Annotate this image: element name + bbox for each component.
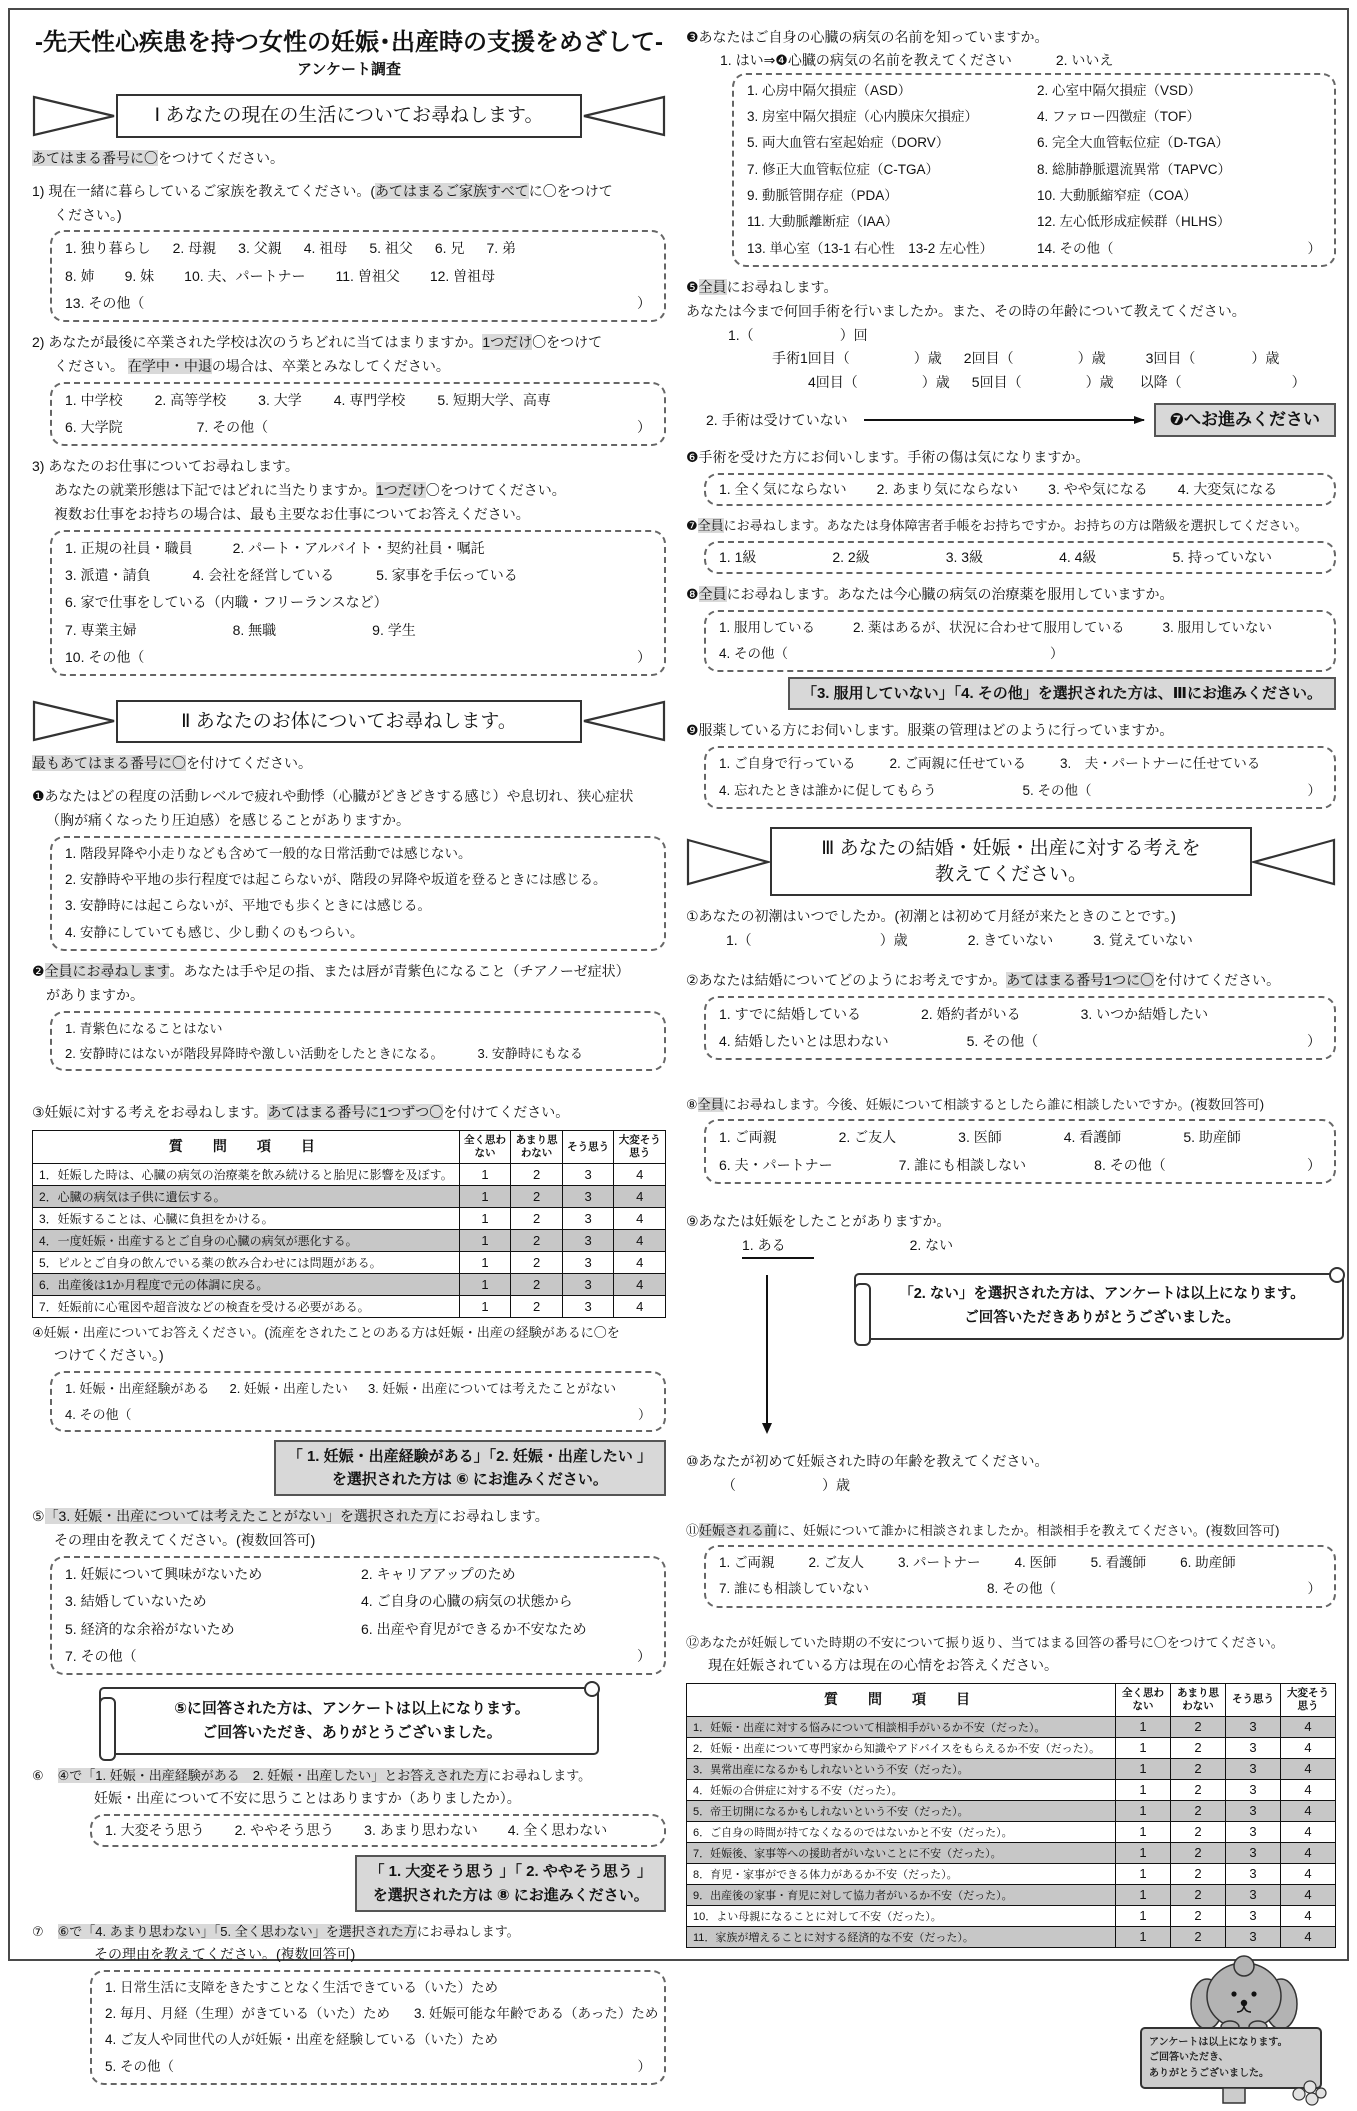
option-line: 13. 単心室（13-1 右心性 13-2 左心性） 14. その他（ ） [747, 240, 1321, 256]
option: 2. 心室中隔欠損症（VSD） [1037, 82, 1202, 98]
question-d3-disease-name: ❸あなたはご自身の心臓の病気の名前を知っていますか。 1. はい⇒❹心臓の病気の名前を教えてください 2. いいえ 1. 心房中隔欠損症（ASD） 2. 心室中隔欠損症（VSD） 3. 房室中隔欠損症（心内膜床欠損症） 4. ファロー四徴症（TOF） 5. 両大血管右室起始症（DORV） 6. 完全大血管転位症（D-TGA） 7. 修正大血管転位症（C-TGA） 8. 総肺静脈還流異常（TAPVC） 9. 動脈管開存症（PDA） 10. 大動脈縮窄症（COA） 11. 大動脈離断症（IAA） 12. 左心低形成症候群（HLHS） 13. 単心室（13-1 右心性 13-2 左心性） 14. その他（ ） [686, 26, 1336, 267]
options-box [50, 230, 666, 322]
option-line [65, 1616, 651, 1643]
option: 2. キャリアアップのため [361, 1565, 516, 1582]
option: 1. ご両親 [719, 1129, 777, 1146]
anxiety-table [686, 1683, 1336, 1948]
arrow-right-icon [864, 419, 1144, 421]
table-row: 2．心臓の病気は子供に遺伝する。 1 2 3 4 [33, 1186, 666, 1208]
option-line: 7. その他（ ） [65, 1647, 651, 1664]
option-line: 4. その他（ ） [719, 645, 1064, 661]
option: 8. 無職 [232, 621, 277, 638]
option: 4. 安静にしていても感じ、少し動くのもつらい。 [65, 924, 364, 940]
options-box [50, 382, 666, 447]
thank-you-sign: アンケートは以上になります。 ご回答いただき、 ありがとうございました。 [1149, 2036, 1288, 2079]
question-e11-consult-before: ⑪妊娠される前に、妊娠について誰かに相談されましたか。相談相手を教えてください。(複数回答可) 1. ご両親 2. ご友人 3. パートナー 4. 医師 5. 看護師 6. 助産師 7. 誰にも相談していない 8. その他（ ） [686, 1520, 1336, 1608]
option: 3. 派遣・請負 [65, 567, 151, 584]
option-line [719, 1550, 1321, 1576]
table-row: 8．育児・家事ができる体力があるか不安（だった）。 1 2 3 4 [687, 1863, 1336, 1884]
survey-subtitle: アンケート調査 [296, 61, 402, 78]
option: 1. 階段昇降や小走りなども含めて一般的な日常活動では感じない。 [65, 845, 472, 861]
option: 4. 大変気になる [1177, 481, 1278, 498]
question-b1-activity: ❶あなたはどの程度の活動レベルで疲れや動悸（心臓がどきどきする感じ）や息切れ、狭心症状 （胸が痛くなったり圧迫感）を感じることがありますか。 1. 階段昇降や小走りなども含めて一般的な日常活動では感じない。 2. 安静時や平地の歩行程度では起こらないが、階段の昇降や坂道を登るときには感じる。 3. 安静時には起こらないが、平地でも歩くときには感じる。 4. 安静にしていても感じ、少し動くのもつらい。 [32, 785, 666, 951]
option: 1. すでに結婚している [719, 1005, 861, 1022]
option: 2. 毎月、月経（生理）がきている（いた）ため [105, 2006, 391, 2022]
question-c4-experience: ④妊娠・出産についてお答えください。(流産をされたことのある方は妊娠・出産の経験があるに〇を つけてください。) 1. 妊娠・出産経験がある 2. 妊娠・出産したい 3. 妊娠・出産については考えたことがない 4. その他（ ） [32, 1322, 666, 1432]
table-row: 1．妊娠した時は、心臓の病気の治療薬を飲み続けると胎児に影響を及ぼす。 1 2 3 4 [33, 1164, 666, 1186]
question-b2-cyanosis: ❷全員にお尋ねします。あなたは手や足の指、または唇が青紫色になること（チアノーゼ症状） がありますか。 1. 青紫色になることはない 2. 安静時にはないが階段昇降時や激しい活動をしたときになる。 3. 安静時にもなる [32, 960, 666, 1071]
option-line [65, 1376, 651, 1401]
option-line: 5. その他（ ） [105, 2058, 651, 2074]
question-d7-disability: ❼全員にお尋ねします。あなたは身体障害者手帳をお持ちですか。お持ちの方は階級を選択してください。 1. 1級 2. 2級 3. 3級 4. 4級 5. 持っていない [686, 515, 1336, 573]
option: 2. 2級 [832, 548, 870, 565]
option: 1. 妊娠について興味がないため [65, 1565, 263, 1582]
option: 4. 専門学校 [333, 391, 406, 408]
no-surgery-row: 2. 手術は受けていない ❼へお進みください [706, 403, 1336, 437]
option: 2. 安静時や平地の歩行程度では起こらないが、階段の昇降や坂道を登るときには感じる。 [65, 872, 607, 888]
option-line [747, 157, 1321, 183]
option: 3. パートナー [898, 1555, 981, 1571]
question-d5-surgery: ❺全員にお尋ねします。 あなたは今まで何回手術を行いましたか。また、その時の年齢について教えてください。 1.（ ）回 手術1回目（ ）歳 2回目（ ）歳 3回目（ ）歳 4回目（ ）歳 5回目（ ）歳 以降（ ） 2. 手術は受けていない ❼へお進みください [686, 276, 1336, 437]
option-line [747, 104, 1321, 130]
section-2-banner [32, 698, 666, 744]
question-c5-reason: ⑤「3. 妊娠・出産については考えたことがない」を選択された方にお尋ねします。 その理由を教えてください。(複数回答可) 1. 妊娠について興味がないため 2. キャリアアップのため 3. 結婚していないため 4. ご自身の心臓の病気の状態から 5. 経済的な余裕がないため 6. 出産や育児ができるか不安なため 7. その他（ ） [32, 1505, 666, 1675]
option: 3. 安静時には起こらないが、平地でも歩くときには感じる。 [65, 898, 432, 914]
option: 3. 安静時にもなる [477, 1045, 583, 1061]
option-line [65, 867, 651, 893]
options-box [704, 1545, 1336, 1608]
table-row: 5．帝王切開になるかもしれないという不安（だった）。 1 2 3 4 [687, 1800, 1336, 1821]
option-line [105, 1975, 651, 2001]
section-3-title: Ⅲ あなたの結婚・妊娠・出産に対する考えを 教えてください。 [770, 827, 1252, 896]
options-box [90, 1970, 666, 2085]
option-line: 6. 大学院 7. その他（ ） [65, 419, 651, 436]
option: 1. 妊娠・出産経験がある [65, 1381, 210, 1397]
option: 3. 妊娠・出産については考えたことがない [367, 1381, 617, 1397]
option: 2. 妊娠・出産したい [229, 1381, 348, 1397]
question-2-school: 2) あなたが最後に卒業された学校は次のうちどれに当てはまりますか。1つだけ〇をつけて ください。 在学中・中退の場合は、卒業とみなしてください。 1. 中学校 2. 高等学校 3. 大学 4. 専門学校 5. 短期大学、高専 6. 大学院 7. その他（ ） [32, 331, 666, 446]
option: 5. 看護師 [1090, 1555, 1147, 1571]
option: 6. 完全大血管転位症（D-TGA） [1037, 135, 1230, 151]
option-line [65, 920, 651, 946]
option: 5. 家事を手伝っている [376, 567, 518, 584]
table-row: 7．妊娠後、家事等への援助者がいないことに不安（だった）。 1 2 3 4 [687, 1842, 1336, 1863]
option: 3. 夫・パートナーに任せている [1060, 756, 1261, 772]
question-c6-anxiety: ⑥ ④で「1. 妊娠・出産経験がある 2. 妊娠・出産したい」とお答えされた方にお尋ねします。 妊娠・出産について不安に思うことはありますか（ありましたか）。 1. 大変そう思う 2. ややそう思う 3. あまり思わない 4. 全く思わない [32, 1765, 666, 1847]
option: 9. 動脈管開存症（PDA） [747, 188, 898, 204]
option: 1. はい⇒❹心臓の病気の名前を教えてください [720, 51, 1012, 68]
option: 2. 高等学校 [154, 391, 227, 408]
ribbon-tail-left-icon [32, 698, 116, 744]
option-line [65, 235, 651, 262]
table-row: 9．出産後の家事・育児に対して協力者がいるか不安（だった）。 1 2 3 4 [687, 1884, 1336, 1905]
option: 1. ご両親 [719, 1555, 775, 1571]
ribbon-tail-left-icon [32, 93, 116, 139]
options-box [50, 836, 666, 951]
option: 8. 姉 [65, 267, 95, 284]
option-line [719, 1001, 1321, 1028]
table-row: 6．ご自身の時間が持てなくなるのではないかと不安（だった）。 1 2 3 4 [687, 1821, 1336, 1842]
option: 7. 修正大血管転位症（C-TGA） [747, 161, 940, 177]
option: 4. 医師 [1014, 1555, 1057, 1571]
section-3-banner [686, 827, 1336, 896]
option-line: 6. 夫・パートナー 7. 誰にも相談しない 8. その他（ ） [719, 1156, 1321, 1173]
instruction-circle-number: あてはまる番号に〇をつけてください。 [32, 150, 284, 166]
table-row: 1．妊娠・出産に対する悩みについて相談相手がいるか不安（だった）。 1 2 3 4 [687, 1716, 1336, 1737]
option-line: 13. その他（ ） [65, 294, 651, 311]
option: 8. 総肺静脈還流異常（TAPVC） [1037, 161, 1232, 177]
option: 5. 持っていない [1172, 548, 1273, 565]
option: 4. ご友人や同世代の人が妊娠・出産を経験している（いた）ため [105, 2032, 499, 2048]
option-line: 4. 忘れたときは誰かに促してもらう 5. その他（ ） [719, 782, 1321, 798]
option-line [105, 2001, 659, 2027]
table-row: 6．出産後は1か月程度で元の体調に戻る。 1 2 3 4 [33, 1274, 666, 1296]
options-box [704, 1119, 1336, 1184]
table-row: 11．家族が増えることに対する経済的な不安（だった）。 1 2 3 4 [687, 1926, 1336, 1947]
table-header-row: 質 問 項 目 全く思わない あまり思わない そう思う 大変そう思う [687, 1683, 1336, 1716]
option: 3. いつか結婚したい [1080, 1005, 1209, 1022]
options-box [704, 996, 1336, 1061]
table-header-row: 質 問 項 目 全く思わない あまり思わない そう思う 大変そう思う [33, 1131, 666, 1164]
ribbon-tail-right-icon [582, 93, 666, 139]
option: 1. 独り暮らし [65, 240, 151, 257]
attitude-table [32, 1130, 666, 1318]
option: 1. 中学校 [65, 391, 123, 408]
option: 10. 大動脈縮窄症（COA） [1037, 188, 1197, 204]
option: 12. 左心低形成症候群（HLHS） [1037, 214, 1231, 230]
option: 3. 服用していない [1162, 619, 1273, 635]
option-line [65, 841, 651, 867]
section-2-title: Ⅱ あなたのお体についてお尋ねします。 [116, 700, 582, 744]
option: 5. 両大血管右室起始症（DORV） [747, 135, 950, 151]
option-line [65, 562, 651, 589]
option-line: 4. その他（ ） [65, 1406, 651, 1422]
option: 5. 助産師 [1183, 1129, 1241, 1146]
survey-title: -先天性心疾患を持つ女性の妊娠･出産時の支援をめざして- [35, 29, 663, 56]
table-row: 10．よい母親になることに対して不安（だった）。 1 2 3 4 [687, 1905, 1336, 1926]
question-3-job: 3) あなたのお仕事についてお尋ねします。 あなたの就業形態は下記ではどれに当たりますか。1つだけ〇をつけてください。 複数お仕事をお持ちの場合は、最も主要なお仕事についてお答えください。 1. 正規の社員・職員 2. パート・アルバイト・契約社員・嘱託 3. 派遣・請負 4. 会社を経営している 5. 家事を手伝っている 6. 家で仕事をしている（内職・フリーランスなど） 7. 専業主婦 8. 無職 9. 学生 10. その他（ ） [32, 455, 666, 676]
option: 6. 助産師 [1180, 1555, 1236, 1571]
disease-options-box [732, 73, 1336, 267]
option: 6. 家で仕事をしている（内職・フリーランスなど） [65, 594, 388, 611]
left-column [32, 22, 666, 2090]
option: 3. あまり思わない [364, 1822, 478, 1839]
option-line [65, 1041, 651, 1066]
table-row: 3．妊娠することは、心臓に負担をかける。 1 2 3 4 [33, 1208, 666, 1230]
option: 11. 曽祖父 [335, 267, 400, 284]
option-line [686, 50, 1336, 70]
table-row: 5．ピルとご自身の飲んでいる薬の飲み合わせには問題がある。 1 2 3 4 [33, 1252, 666, 1274]
option-line [65, 617, 651, 644]
scroll-roll-icon [99, 1697, 116, 1761]
option: 1. 1級 [719, 548, 757, 565]
option-line [65, 1561, 651, 1588]
question-c7-reason: ⑦ ⑥で「4. あまり思わない」「5. 全く思わない」を選択された方にお尋ねします。 その理由を教えてください。(複数回答可) 1. 日常生活に支障をきたすことなく生活できている（いた）ため 2. 毎月、月経（生理）がきている（いた）ため 3. 妊娠可能な年齢である（あった）ため 4. ご友人や同世代の人が妊娠・出産を経験している（いた）ため 5. その他（ ） [32, 1921, 666, 2085]
branch-zone [686, 1273, 1336, 1441]
option: 2. いいえ [1055, 51, 1114, 68]
option: 5. 短期大学、高専 [437, 391, 551, 408]
option: 2. 母親 [172, 240, 217, 257]
option-line [719, 544, 1321, 571]
scroll-curl-icon [1329, 1267, 1345, 1283]
option: 1. 心房中隔欠損症（ASD） [747, 82, 912, 98]
option: 1. 大変そう思う [105, 1822, 205, 1839]
options-box [704, 541, 1336, 574]
thank-you-dog-graphic [1131, 1956, 1336, 2111]
option: 2. ご友人 [838, 1129, 897, 1146]
option: 11. 大動脈離断症（IAA） [747, 214, 899, 230]
option: 6. 出産や育児ができるか不安なため [361, 1620, 587, 1637]
option: 1. ご自身で行っている [719, 756, 856, 772]
option: 4. 全く思わない [507, 1822, 608, 1839]
option: 2. あまり気にならない [876, 481, 1019, 498]
option: 1. 青紫色になることはない [65, 1020, 223, 1036]
option: 2. 安静時にはないが階段昇降時や激しい活動をしたときになる。 [65, 1045, 444, 1061]
ribbon-tail-left-icon [686, 834, 770, 890]
option: 4. ファロー四徴症（TOF） [1037, 109, 1200, 125]
option-line [747, 78, 1321, 104]
arrow-down-icon [766, 1275, 768, 1425]
options-box [50, 530, 666, 676]
option: 1. 正規の社員・職員 [65, 539, 193, 556]
section-1-title: Ⅰ あなたの現在の生活についてお尋ねします。 [116, 94, 582, 138]
option-line [105, 2027, 651, 2053]
option: 2. ご友人 [808, 1555, 865, 1571]
option: 2. パート・アルバイト・契約社員・嘱託 [232, 539, 485, 556]
option: 5. 祖父 [369, 240, 413, 257]
option: 3. やや気になる [1048, 481, 1148, 498]
dog-icon [1131, 1956, 1336, 2108]
ribbon-tail-right-icon [582, 698, 666, 744]
option-line: 10. その他（ ） [65, 649, 651, 666]
goto-8-banner: 「 1. 大変そう思う 」「 2. ややそう思う 」 を選択された方は ⑧ にお進みください。 [355, 1855, 666, 1912]
question-e8-consult-future: ⑧全員にお尋ねします。今後、妊娠について相談するとしたら誰に相談したいですか。(複数回答可) 1. ご両親 2. ご友人 3. 医師 4. 看護師 5. 助産師 6. 夫・パートナー 7. 誰にも相談しない 8. その他（ ） [686, 1094, 1336, 1184]
goto-6-banner: 「 1. 妊娠・出産経験がある」「2. 妊娠・出産したい 」 を選択された方は ⑥ にお進みください。 [274, 1440, 666, 1497]
option: 3. 医師 [958, 1129, 1002, 1146]
options-box [90, 1814, 666, 1847]
option: 1. 日常生活に支障をきたすことなく生活できている（いた）ため [105, 1979, 499, 1995]
option-line [719, 1124, 1321, 1151]
table-row: 3．異常出産になるかもしれないという不安（だった）。 1 2 3 4 [687, 1758, 1336, 1779]
option: 1. 服用している [719, 619, 816, 635]
option-line: 7. 誰にも相談していない 8. その他（ ） [719, 1581, 1321, 1597]
option: 3. 房室中隔欠損症（心内膜床欠損症） [747, 109, 979, 125]
option-line [719, 615, 1321, 641]
section-1-banner [32, 93, 666, 139]
option-line [719, 751, 1321, 777]
option: 9. 学生 [372, 621, 416, 638]
options-box [50, 1011, 666, 1072]
table-row: 4．一度妊娠・出産するとご自身の心臓の病気が悪化する。 1 2 3 4 [33, 1230, 666, 1252]
options-box [50, 1556, 666, 1675]
option: 3. 3級 [945, 548, 984, 565]
question-d6-scar: ❻手術を受けた方にお伺いします。手術の傷は気になりますか。 1. 全く気にならない 2. あまり気にならない 3. やや気になる 4. 大変気になる [686, 446, 1336, 506]
options-box [704, 610, 1336, 673]
ribbon-tail-right-icon [1252, 834, 1336, 890]
option: 7. 弟 [486, 240, 517, 257]
question-e2-marriage: ②あなたは結婚についてどのようにお考えですか。あてはまる番号1つに〇を付けてください。 1. すでに結婚している 2. 婚約者がいる 3. いつか結婚したい 4. 結婚したいとは思わない 5. その他（ ） [686, 969, 1336, 1060]
question-1-family: 1) 現在一緒に暮らしているご家族を教えてください。(あてはまるご家族すべてに〇をつけて ください。) 1. 独り暮らし 2. 母親 3. 父親 4. 祖母 5. 祖父 6. 兄 7. 弟 8. 姉 9. 妹 10. 夫、パートナー 11. 曽祖父 12. 曽祖母 13. その他（ ） [32, 180, 666, 322]
option: 4. ご自身の心臓の病気の状態から [361, 1593, 573, 1610]
option: 10. 夫、パートナー [184, 267, 306, 284]
option: 4. 看護師 [1063, 1129, 1122, 1146]
goto-3-banner: 「3. 服用していない」「4. その他」を選択された方は、Ⅲにお進みください。 [788, 677, 1336, 710]
option-line [747, 183, 1321, 209]
option: 5. 経済的な余裕がないため [65, 1620, 235, 1637]
question-e10-first-age: ⑩あなたが初めて妊娠された時の年齢を教えてください。 （ ）歳 [686, 1453, 1049, 1494]
option: 4. 4級 [1059, 548, 1097, 565]
option-line [747, 130, 1321, 156]
option-line: 4. 結婚したいとは思わない 5. その他（ ） [719, 1032, 1321, 1049]
option: 2. 薬はあるが、状況に合わせて服用している [853, 619, 1125, 635]
option: 1. 全く気にならない [719, 481, 847, 498]
option-line [719, 476, 1321, 503]
table-row: 2．妊娠・出産について専門家から知識やアドバイスをもらえるか不安（だった）。 1 2 3 4 [687, 1737, 1336, 1758]
questionnaire-page [8, 8, 1349, 2079]
question-e12-anxiety-table: ⑫あなたが妊娠していた時期の不安について振り返り、当てはまる回答の番号に〇をつけてください。 現在妊娠されている方は現在の心情をお答えください。 質 問 項 目 全く思わない あまり思わない そう思う 大変そう思う 1．妊娠・出産に対する悩みについて相談相手がいるか不安（だった）。 1 2 3 4 2．妊娠・出産について専門家から知識やアドバイスをもらえるか不安（だった）。 1 2 3 4 3．異常出産になるかもしれないという不安（だった）。 1 2 3 4 4．妊娠の合併症に対する不安（だった）。 1 2 3 4 5．帝王切開になるかもしれないという不安（だった）。 1 2 3 4 6．ご自身の時間が持てなくなるのではないかと不安（だった）。 1 2 3 4 7．妊娠後、家事等への援助者がいないことに不安（だった）。 1 2 3 4 8．育児・家事ができる体力があるか不安（だった）。 1 2 3 4 9．出産後の家事・育児に対して協力者がいるか不安（だった）。 1 2 3 4 10．よい母親になることに対して不安（だった）。 1 2 3 4 11．家族が増えることに対する経済的な不安（だった）。 1 2 3 4 [686, 1632, 1336, 1948]
option: 3. 結婚していないため [65, 1593, 207, 1610]
options-box [704, 746, 1336, 809]
option: 7. 専業主婦 [65, 621, 137, 638]
option: 9. 妹 [124, 267, 155, 284]
question-e1-menarche: ①あなたの初潮はいつでしたか。(初潮とは初めて月経が来たときのことです。) 1.（ ）歳 2. きていない 3. 覚えていない [686, 908, 1193, 948]
options-box [704, 473, 1336, 506]
option: 3. 妊娠可能な年齢である（あった）ため [414, 2006, 659, 2022]
survey-end-scroll-5: ⑤に回答された方は、アンケートは以上になります。 ご回答いただき、ありがとうございました。 [99, 1687, 599, 1755]
option-line [65, 263, 651, 290]
option-line [65, 893, 651, 919]
table-row: 7．妊娠前に心電図や超音波などの検査を受ける必要がある。 1 2 3 4 [33, 1296, 666, 1318]
option-line [65, 1588, 651, 1615]
option-underlined: 1. ある [742, 1234, 814, 1260]
scroll-roll-icon [854, 1283, 871, 1345]
option: 3. 大学 [258, 391, 302, 408]
question-c3-attitude: ③妊娠に対する考えをお尋ねします。あてはまる番号に1つずつ〇を付けてください。 質 問 項 目 全く思わない あまり思わない そう思う 大変そう思う 1．妊娠した時は、心臓の病気の治療薬を飲み続けると胎児に影響を及ぼす。 1 2 3 4 2．心臓の病気は子供に遺伝する。 1 2 3 4 3．妊娠することは、心臓に負担をかける。 1 2 3 4 4．一度妊娠・出産するとご自身の心臓の病気が悪化する。 1 2 3 4 5．ピルとご自身の飲んでいる薬の飲み合わせには問題がある。 1 2 3 4 6．出産後は1か月程度で元の体調に戻る。 1 2 3 4 7．妊娠前に心電図や超音波などの検査を受ける必要がある。 1 2 3 4 [32, 1101, 666, 1318]
options-box [50, 1371, 666, 1432]
question-d8-medication: ❽全員にお尋ねします。あなたは今心臓の病気の治療薬を服用していますか。 1. 服用している 2. 薬はあるが、状況に合わせて服用している 3. 服用していない 4. その他（ ） [686, 583, 1336, 672]
option: 3. 父親 [238, 240, 282, 257]
right-column [686, 26, 1336, 2111]
question-e9-pregnancy: ⑨あなたは妊娠をしたことがありますか。 1. ある 2. ない 「2. ない」を選択された方は、アンケートは以上になります。 ご回答いただきありがとうございました。 [686, 1210, 1336, 1442]
option-line [65, 535, 651, 562]
question-d9-med-management: ❾服薬している方にお伺いします。服薬の管理はどのように行っていますか。 1. ご自身で行っている 2. ご両親に任せている 3. 夫・パートナーに任せている 4. 忘れたときは誰かに促してもらう 5. その他（ ） [686, 719, 1336, 808]
option: 2. ややそう思う [234, 1822, 335, 1839]
option-line [105, 1817, 651, 1844]
survey-end-scroll-2: 「2. ない」を選択された方は、アンケートは以上になります。 ご回答いただきありがとうございました。 [854, 1273, 1344, 1339]
goto-7-banner: ❼へお進みください [1154, 403, 1336, 437]
option: 2. 婚約者がいる [921, 1005, 1021, 1022]
option-line [747, 209, 1321, 235]
option: 4. 会社を経営している [192, 567, 335, 584]
table-row: 4．妊娠の合併症に対する不安（だった）。 1 2 3 4 [687, 1779, 1336, 1800]
scroll-curl-icon [584, 1681, 600, 1697]
option-line [65, 589, 651, 616]
option: 6. 兄 [434, 240, 465, 257]
option: 2. ご両親に任せている [889, 756, 1027, 772]
option-line [65, 1016, 651, 1041]
instruction: 最もあてはまる番号に〇を付けてください。 [32, 755, 312, 772]
option-line [65, 387, 651, 414]
option: 4. 祖母 [303, 240, 348, 257]
option: 12. 曽祖母 [429, 267, 496, 284]
